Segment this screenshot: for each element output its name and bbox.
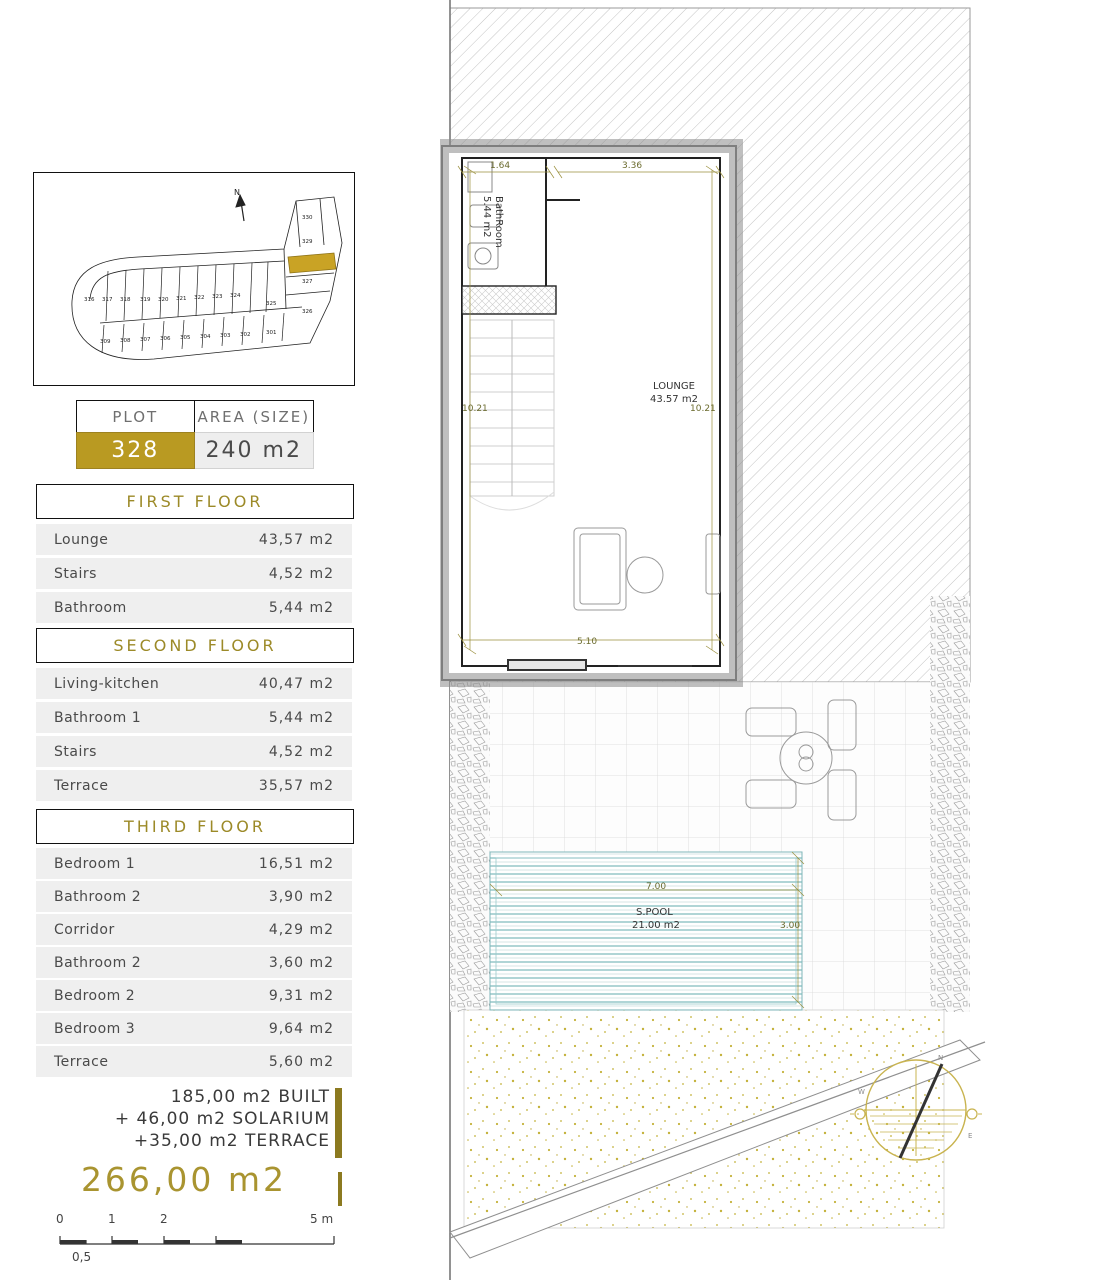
svg-text:306: 306 (160, 336, 171, 342)
floor-header-first: FIRST FLOOR (36, 484, 354, 519)
svg-text:308: 308 (120, 338, 131, 344)
room-area-lounge: 43.57 m2 (650, 394, 698, 405)
plot-header-row (76, 400, 314, 434)
room-area: 35,57 m2 (258, 777, 334, 794)
room-row (36, 770, 352, 801)
room-area: 16,51 m2 (258, 855, 334, 872)
svg-text:301: 301 (266, 330, 277, 336)
svg-text:305: 305 (180, 335, 191, 341)
room-row (36, 524, 352, 555)
plot-number: 328 (76, 432, 195, 469)
scale-tick-2: 2 (160, 1212, 168, 1226)
room-row (36, 558, 352, 589)
svg-text:N: N (234, 188, 240, 197)
plot-area: 240 m2 (195, 432, 314, 469)
room-row (36, 1046, 352, 1077)
room-row (36, 914, 352, 945)
room-area-bathroom: 5.44 m2 (481, 196, 492, 238)
total-solarium: + 46,00 m2 SOLARIUM (114, 1109, 330, 1129)
svg-text:307: 307 (140, 337, 151, 343)
svg-text:327: 327 (302, 279, 313, 285)
room-name: Terrace (54, 1053, 109, 1070)
info-panel (0, 0, 440, 1280)
room-area: 5,44 m2 (268, 599, 334, 616)
room-name: Living-kitchen (54, 675, 160, 692)
total-terrace: +35,00 m2 TERRACE (133, 1131, 330, 1151)
svg-text:304: 304 (200, 334, 211, 340)
svg-text:317: 317 (102, 297, 113, 303)
scale-bar (52, 1212, 342, 1268)
svg-text:329: 329 (302, 239, 313, 245)
room-name: Bedroom 3 (54, 1020, 136, 1037)
svg-text:323: 323 (212, 294, 223, 300)
room-area: 3,60 m2 (268, 954, 334, 971)
svg-text:330: 330 (302, 215, 313, 221)
room-name: Bedroom 1 (54, 855, 136, 872)
room-row (36, 848, 352, 879)
dim-3-00: 3.00 (780, 921, 801, 931)
room-area-pool: 21.00 m2 (632, 920, 680, 931)
site-location-map (33, 172, 355, 386)
room-area: 4,52 m2 (268, 565, 334, 582)
totals-accent-bar-2 (338, 1172, 342, 1206)
dim-1-64: 1.64 (490, 161, 511, 171)
svg-text:302: 302 (240, 332, 251, 338)
room-area: 4,29 m2 (268, 921, 334, 938)
floor-plan-drawing (440, 0, 1112, 1280)
area-label: AREA (SIZE) (195, 400, 314, 434)
svg-text:322: 322 (194, 295, 205, 301)
svg-text:321: 321 (176, 296, 187, 302)
room-name: Stairs (54, 743, 97, 760)
room-row (36, 668, 352, 699)
room-name: Lounge (54, 531, 109, 548)
room-row (36, 980, 352, 1011)
room-row (36, 947, 352, 978)
svg-text:W: W (858, 1088, 865, 1096)
room-row (36, 736, 352, 767)
room-name: Terrace (54, 777, 109, 794)
room-row (36, 702, 352, 733)
totals-accent-bar (335, 1088, 342, 1158)
floor-header-second: SECOND FLOOR (36, 628, 354, 663)
dim-7-00: 7.00 (646, 882, 667, 892)
room-area: 3,90 m2 (268, 888, 334, 905)
dim-10-21-left: 10.21 (462, 404, 488, 414)
totals-block (36, 1086, 352, 1199)
svg-text:318: 318 (120, 297, 131, 303)
grand-total: 266,00 m2 (80, 1160, 288, 1199)
room-name: Corridor (54, 921, 115, 938)
svg-text:324: 324 (230, 293, 241, 299)
room-name: Bathroom 1 (54, 709, 142, 726)
plot-label: PLOT (76, 400, 195, 434)
room-area: 9,64 m2 (268, 1020, 334, 1037)
svg-text:326: 326 (302, 309, 313, 315)
room-row (36, 881, 352, 912)
room-row (36, 1013, 352, 1044)
room-area: 5,44 m2 (268, 709, 334, 726)
room-name: Stairs (54, 565, 97, 582)
svg-text:325: 325 (266, 301, 277, 307)
room-area: 5,60 m2 (268, 1053, 334, 1070)
room-name: Bathroom (54, 599, 127, 616)
svg-text:309: 309 (100, 339, 111, 345)
dim-5-10: 5.10 (577, 637, 598, 647)
svg-text:316: 316 (84, 297, 95, 303)
dim-3-36: 3.36 (622, 161, 643, 171)
floor-header-third: THIRD FLOOR (36, 809, 354, 844)
svg-text:320: 320 (158, 297, 169, 303)
dim-10-21-right: 10.21 (690, 404, 716, 414)
room-label-lounge: LOUNGE (653, 381, 695, 392)
plot-value-row (76, 432, 314, 469)
room-label-pool: S.POOL (636, 907, 673, 918)
room-area: 40,47 m2 (258, 675, 334, 692)
room-area: 4,52 m2 (268, 743, 334, 760)
svg-text:319: 319 (140, 297, 151, 303)
room-name: Bedroom 2 (54, 987, 136, 1004)
svg-text:N: N (938, 1054, 944, 1062)
room-area: 43,57 m2 (258, 531, 334, 548)
room-name: Bathroom 2 (54, 888, 142, 905)
total-built: 185,00 m2 BUILT (170, 1087, 330, 1107)
plan-svg (440, 0, 1112, 1280)
svg-text:303: 303 (220, 333, 231, 339)
scale-tick-5: 5 m (310, 1212, 334, 1226)
room-area: 9,31 m2 (268, 987, 334, 1004)
scale-tick-1: 1 (108, 1212, 116, 1226)
svg-text:E: E (968, 1132, 973, 1140)
scale-tick-05: 0,5 (72, 1250, 92, 1264)
room-name: Bathroom 2 (54, 954, 142, 971)
scale-tick-0: 0 (56, 1212, 64, 1226)
room-row (36, 592, 352, 623)
room-label-bathroom: BathRoom (493, 196, 504, 248)
